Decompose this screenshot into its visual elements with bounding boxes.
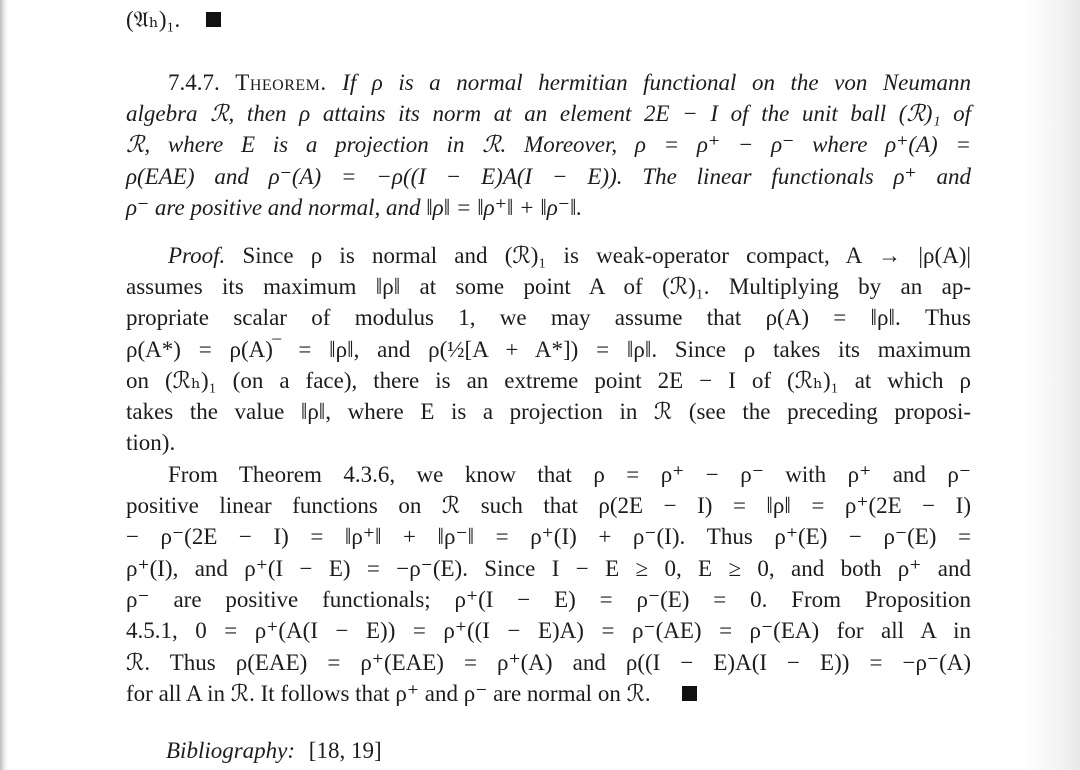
theorem-line-5: ρ⁻ are positive and normal, and ‖ρ‖ = ‖ρ⁺‖ + ‖ρ⁻‖.	[126, 195, 583, 220]
proof-line-6: takes the value ‖ρ‖, where E is a projection in ℛ (see the preceding proposi-	[126, 399, 971, 424]
proof-p2-line-4: ρ⁺(I), and ρ⁺(I − E) = −ρ⁻(E). Since I − E ≥ 0, E ≥ 0, and both ρ⁺ and	[126, 556, 971, 581]
proof-p2-line-8	[126, 678, 971, 709]
proof-line-5: on (ℛₕ)₁ (on a face), there is an extreme point 2E − I of (ℛₕ)₁ at which ρ	[126, 368, 971, 393]
theorem-line-2: algebra ℛ, then ρ attains its norm at an element 2E − I of the unit ball (ℛ)₁ of	[126, 101, 971, 126]
proof-line-2: assumes its maximum ‖ρ‖ at some point A of (ℛ)₁. Multiplying by an ap-	[126, 274, 971, 299]
bibliography-line	[166, 735, 382, 766]
proof-final-text: for all A in ℛ. It follows that ρ⁺ and ρ⁻ are normal on ℛ.	[126, 681, 651, 706]
proof-p2-line-3: − ρ⁻(2E − I) = ‖ρ⁺‖ + ‖ρ⁻‖ = ρ⁺(I) + ρ⁻(I). Thus ρ⁺(E) − ρ⁻(E) =	[126, 524, 971, 549]
proof-p2-line-1: From Theorem 4.3.6, we know that ρ = ρ⁺ − ρ⁻ with ρ⁺ and ρ⁻	[168, 462, 971, 487]
proof-p2-line-7: ℛ. Thus ρ(EAE) = ρ⁺(EAE) = ρ⁺(A) and ρ((I − E)A(I − E)) = −ρ⁻(A)	[126, 650, 971, 675]
page-left-shadow	[0, 0, 8, 770]
page-right-shadow	[1024, 0, 1080, 770]
theorem-line-4: ρ(EAE) and ρ⁻(A) = −ρ((I − E)A(I − E)). The linear functionals ρ⁺ and	[126, 164, 971, 189]
proof-label: Proof.	[168, 243, 226, 268]
proof-line-4: ρ(A*) = ρ(A)‾ = ‖ρ‖, and ρ(½[A + A*]) = ‖ρ‖. Since ρ takes its maximum	[126, 337, 971, 362]
top-fragment-line	[126, 4, 971, 35]
proof-line-7: tion).	[126, 430, 176, 455]
proof-p2-line-6: 4.5.1, 0 = ρ⁺(A(I − E)) = ρ⁺((I − E)A) = ρ⁻(AE) = ρ⁻(EA) for all A in	[126, 618, 971, 643]
bibliography-label: Bibliography:	[166, 738, 296, 763]
end-of-proof-square	[682, 686, 697, 701]
proof-p2-line-5: ρ⁻ are positive functionals; ρ⁺(I − E) = ρ⁻(E) = 0. From Proposition	[126, 587, 971, 612]
proof-line-3: propriate scalar of modulus 1, we may assume that ρ(A) = ‖ρ‖. Thus	[126, 305, 971, 330]
theorem-line-3: ℛ, where E is a projection in ℛ. Moreover, ρ = ρ⁺ − ρ⁻ where ρ⁺(A) =	[126, 132, 971, 157]
end-of-proof-square	[206, 12, 221, 27]
theorem-label: Theorem.	[235, 70, 327, 95]
bibliography-refs: [18, 19]	[308, 738, 382, 763]
proof-line-1	[126, 240, 971, 271]
theorem-text: If ρ is a normal hermitian functional on the von Neumann	[342, 70, 972, 95]
theorem-line-1	[126, 67, 971, 98]
top-fragment-text: (𝔄ₕ)₁.	[126, 7, 181, 32]
theorem-number: 7.4.7.	[168, 70, 220, 95]
proof-text: Since ρ is normal and (ℛ)₁ is weak-operator compact, A → |ρ(A)|	[242, 243, 971, 268]
proof-p2-line-2: positive linear functions on ℛ such that ρ(2E − I) = ‖ρ‖ = ρ⁺(2E − I)	[126, 493, 971, 518]
